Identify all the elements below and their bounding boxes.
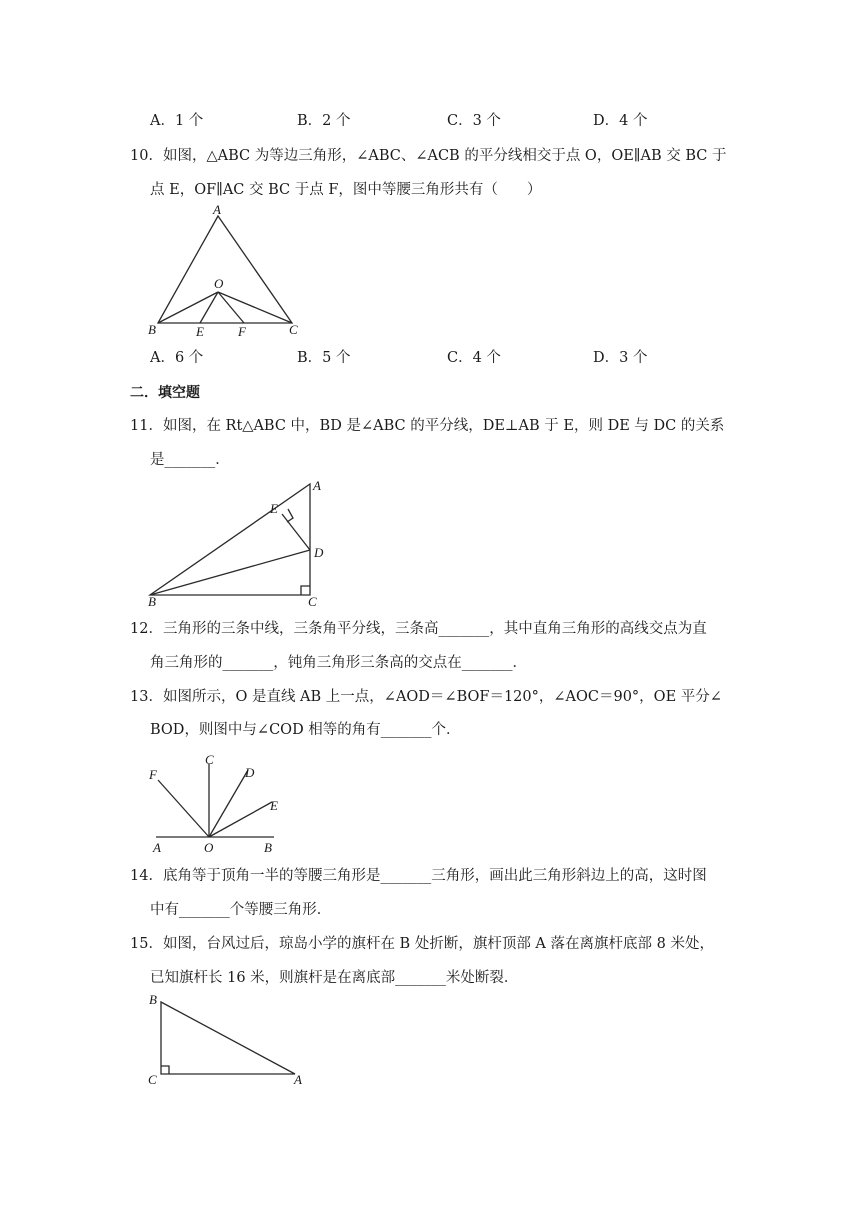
q11-stem-line2: 是_______．	[150, 452, 230, 468]
q10-label-c: C	[289, 322, 298, 337]
q13-label-o: O	[204, 840, 214, 855]
q13-label-e: E	[270, 798, 278, 813]
q11-label-c: C	[308, 594, 317, 609]
q10-label-b: B	[148, 322, 156, 337]
q11-label-b: B	[148, 594, 156, 609]
q13-label-b: B	[264, 840, 272, 855]
q10-option-d: D．3 个	[593, 350, 648, 366]
q15-figure	[140, 990, 320, 1090]
q10-label-e: E	[196, 324, 204, 339]
q11-stem-line1: 11．如图，在 Rt△ABC 中，BD 是∠ABC 的平分线，DE⊥AB 于 E，则 DE 与 DC 的关系	[130, 418, 725, 434]
q10-segment-of	[218, 292, 244, 323]
q11-segment-bd	[150, 550, 310, 595]
q13-label-a: A	[153, 840, 161, 855]
q12-stem-line2: 角三角形的_______，钝角三角形三条高的交点在_______．	[150, 655, 527, 671]
q10-option-a: A．6 个	[150, 350, 204, 366]
q11-right-angle-e	[287, 509, 293, 522]
q9-option-d: D．4 个	[593, 113, 648, 129]
q10-figure	[140, 200, 320, 345]
q10-option-b: B．5 个	[297, 350, 351, 366]
q10-label-a: A	[213, 202, 221, 217]
q11-label-d: D	[314, 545, 324, 560]
q13-label-d: D	[245, 765, 255, 780]
q10-label-f: F	[238, 324, 246, 339]
q15-right-angle-c	[161, 1066, 169, 1074]
section-title-fill-blank: 二．填空题	[130, 385, 200, 401]
q10-stem-line1: 10．如图，△ABC 为等边三角形，∠ABC、∠ACB 的平分线相交于点 O，OE∥AB 交 BC 于	[130, 148, 727, 164]
q13-label-f: F	[149, 767, 157, 782]
q13-stem-line2: BOD，则图中与∠COD 相等的角有_______个．	[150, 722, 461, 738]
q14-stem-line2: 中有_______个等腰三角形．	[150, 902, 332, 918]
q10-label-o: O	[214, 276, 224, 291]
q10-option-c: C．4 个	[447, 350, 501, 366]
q9-option-b: B．2 个	[297, 113, 351, 129]
q11-triangle-abc	[150, 484, 310, 595]
q9-option-c: C．3 个	[447, 113, 501, 129]
q15-stem-line1: 15．如图，台风过后，琼岛小学的旗杆在 B 处折断，旗杆顶部 A 落在离旗杆底部 8 米处，	[130, 936, 714, 952]
q15-label-c: C	[148, 1072, 157, 1087]
q15-label-a: A	[294, 1072, 302, 1087]
q14-stem-line1: 14．底角等于顶角一半的等腰三角形是_______三角形，画出此三角形斜边上的高，这时图	[130, 868, 707, 884]
q15-stem-line2: 已知旗杆长 16 米，则旗杆是在离底部_______米处断裂．	[150, 970, 519, 986]
q13-stem-line1: 13．如图所示，O 是直线 AB 上一点，∠AOD＝∠BOF＝120°，∠AOC＝90°，OE 平分∠	[130, 689, 722, 705]
q11-figure	[140, 474, 340, 614]
q13-label-c: C	[205, 752, 214, 767]
q13-ray-od	[209, 770, 248, 837]
q12-stem-line1: 12．三角形的三条中线，三条角平分线，三条高_______，其中直角三角形的高线交点为直	[130, 621, 707, 637]
q11-segment-de	[282, 514, 310, 550]
q10-triangle-abc	[158, 216, 292, 323]
q13-ray-of	[158, 780, 209, 837]
q15-triangle-bca	[161, 1002, 295, 1074]
q9-option-a: A．1 个	[150, 113, 204, 129]
q15-label-b: B	[149, 992, 157, 1007]
q10-stem-line2: 点 E，OF∥AC 交 BC 于点 F，图中等腰三角形共有（ ）	[150, 182, 542, 198]
q11-label-a: A	[313, 478, 321, 493]
q11-label-e: E	[270, 501, 278, 516]
q13-figure	[140, 748, 300, 856]
